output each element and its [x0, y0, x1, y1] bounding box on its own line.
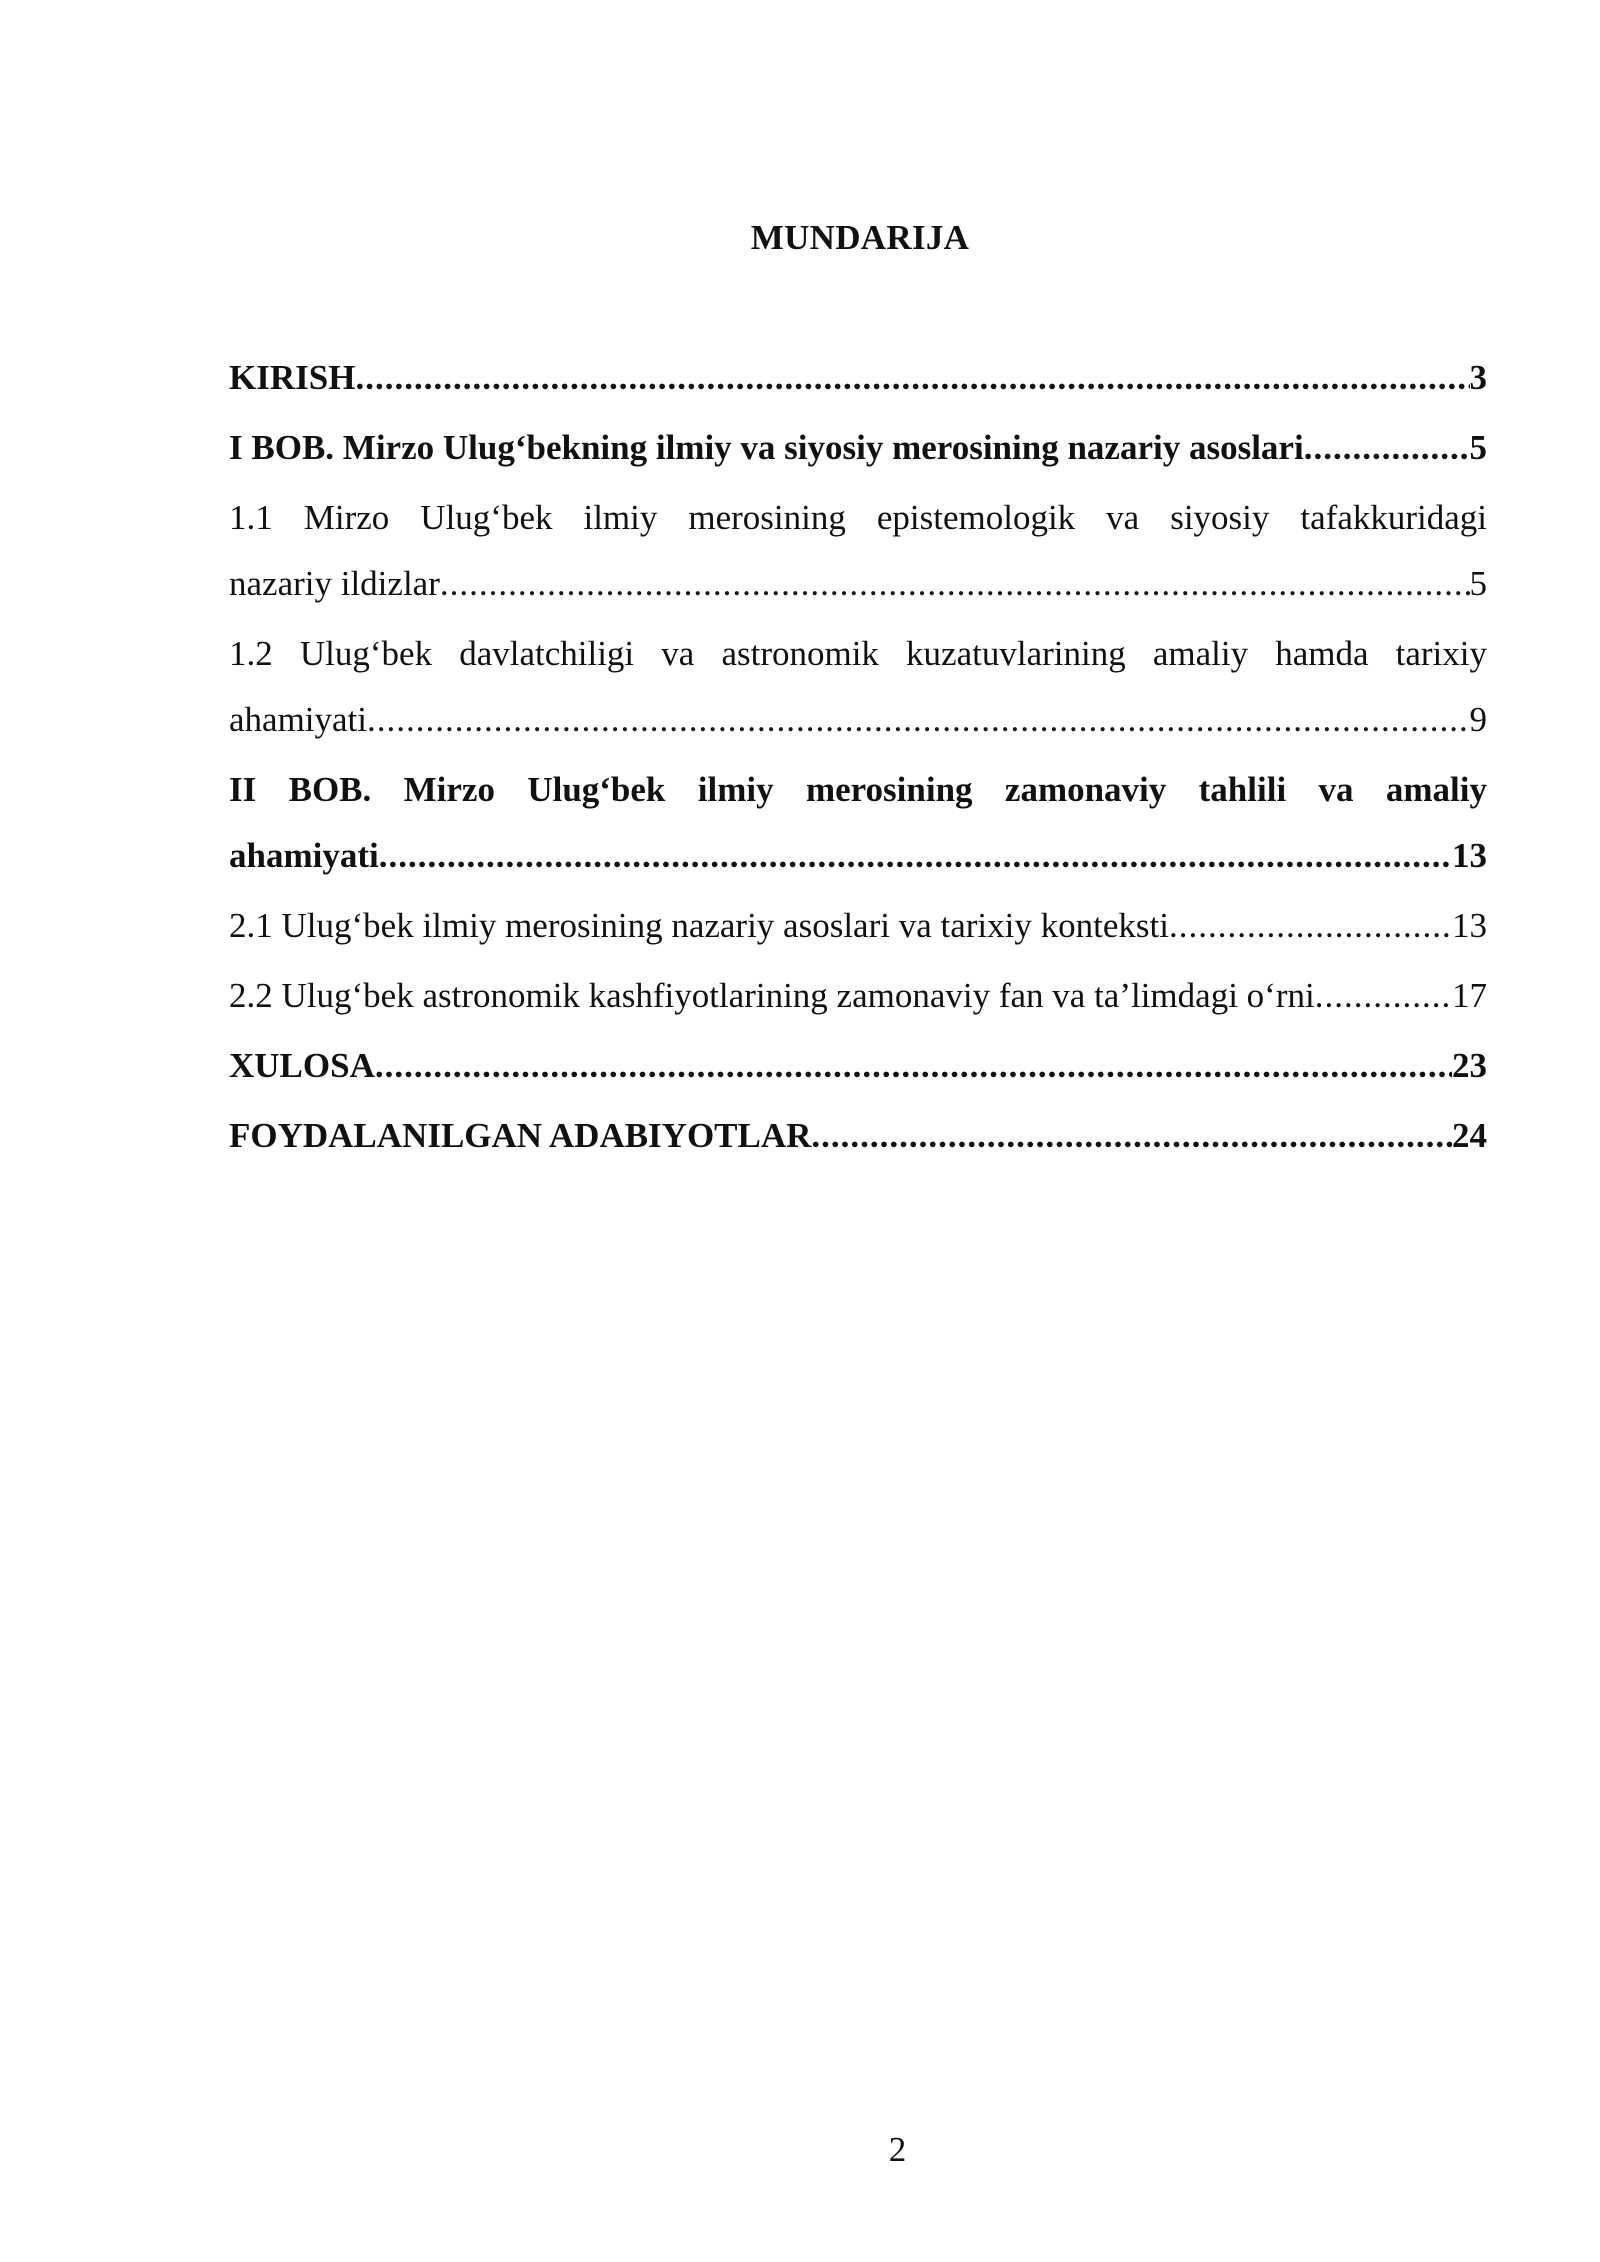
toc-entry-section-1-2[interactable] — [229, 621, 1487, 753]
toc-entry-chapter-2[interactable] — [229, 757, 1487, 889]
toc-leader-dots — [379, 823, 1452, 889]
toc-entry-text: XULOSA — [229, 1046, 375, 1085]
toc-entry-kirish[interactable] — [229, 345, 1487, 411]
toc-leader-dots — [811, 1103, 1452, 1169]
toc-entry-text-line2: ahamiyati — [229, 700, 368, 739]
toc-entry-section-2-2[interactable] — [229, 963, 1487, 1029]
toc-entry-section-2-1[interactable] — [229, 893, 1487, 959]
toc-entry-text: KIRISH — [229, 358, 356, 397]
toc-leader-dots — [440, 551, 1470, 617]
toc-leader-dots — [1315, 963, 1452, 1029]
toc-leader-dots — [1169, 893, 1452, 959]
toc-entry-text: I BOB. Mirzo Ulug‘bekning ilmiy va siyosiy merosining nazariy asoslari — [229, 428, 1304, 467]
toc-entry-text: FOYDALANILGAN ADABIYOTLAR — [229, 1116, 812, 1155]
toc-entry-text: 2.2 Ulug‘bek astronomik kashfiyotlarining zamonaviy fan va ta’limdagi o‘rni — [229, 976, 1315, 1015]
page-number: 2 — [888, 2130, 907, 2169]
table-of-contents — [229, 345, 1487, 1173]
toc-entry-bibliography[interactable] — [229, 1103, 1487, 1169]
toc-entry-text: 2.1 Ulug‘bek ilmiy merosining nazariy asoslari va tarixiy konteksti — [229, 906, 1169, 945]
toc-entry-page: 13 — [1452, 836, 1487, 875]
toc-entry-text-line1: II BOB. Mirzo Ulug‘bek ilmiy merosining zamonaviy tahlili va amaliy — [229, 770, 1487, 809]
toc-leader-dots — [1304, 415, 1470, 481]
toc-entry-page: 24 — [1452, 1116, 1487, 1155]
toc-entry-page: 23 — [1452, 1046, 1487, 1085]
toc-entry-page: 3 — [1469, 358, 1487, 397]
toc-entry-text-line2: nazariy ildizlar — [229, 564, 440, 603]
toc-entry-chapter-1[interactable] — [229, 415, 1487, 481]
toc-entry-section-1-1[interactable] — [229, 485, 1487, 617]
toc-entry-page: 9 — [1469, 700, 1487, 739]
toc-entry-page: 5 — [1469, 428, 1487, 467]
page-title: MUNDARIJA — [750, 218, 970, 257]
toc-entry-page: 5 — [1469, 564, 1487, 603]
toc-leader-dots — [355, 345, 1469, 411]
toc-entry-page: 13 — [1452, 906, 1487, 945]
toc-entry-text-line1: 1.2 Ulug‘bek davlatchiligi va astronomik kuzatuvlarining amaliy hamda tarixiy — [229, 634, 1487, 673]
toc-leader-dots — [367, 687, 1469, 753]
toc-leader-dots — [375, 1033, 1452, 1099]
toc-entry-text-line2: ahamiyati — [229, 836, 379, 875]
toc-entry-page: 17 — [1452, 976, 1487, 1015]
toc-entry-text-line1: 1.1 Mirzo Ulug‘bek ilmiy merosining epistemologik va siyosiy tafakkuridagi — [229, 498, 1487, 537]
toc-entry-xulosa[interactable] — [229, 1033, 1487, 1099]
